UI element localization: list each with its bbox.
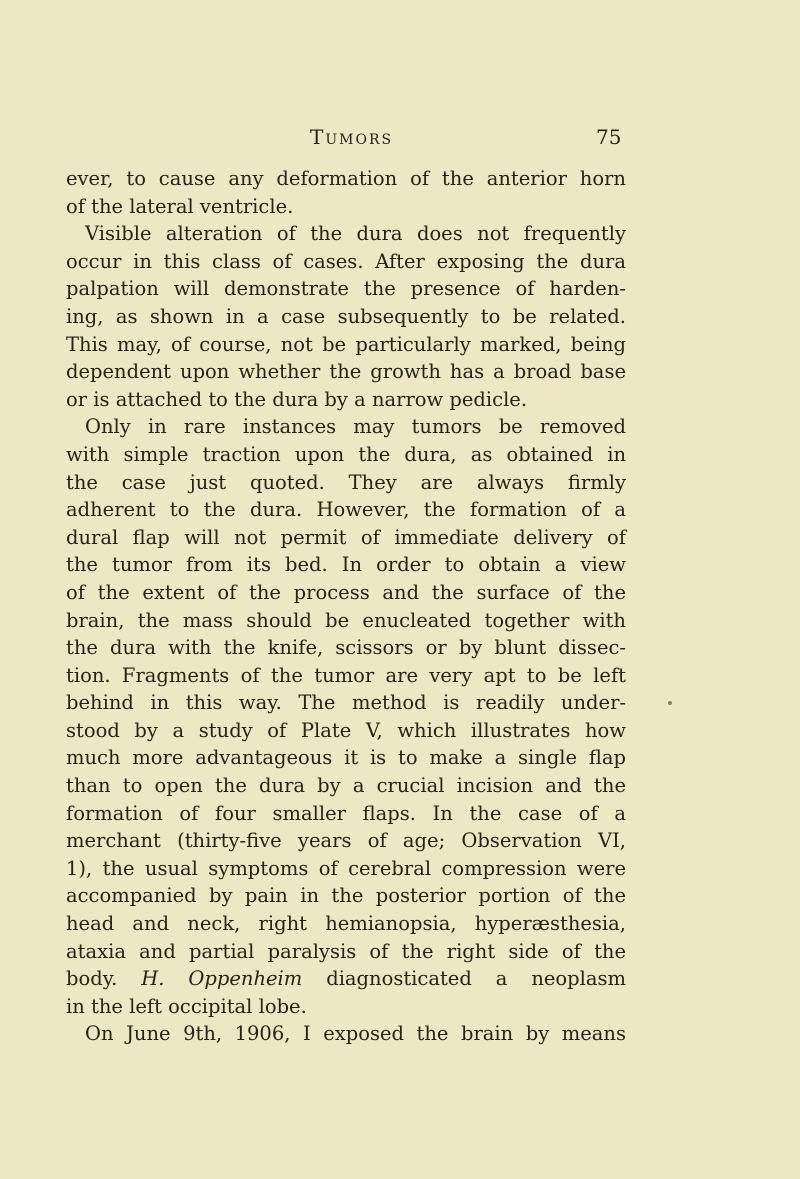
text-line: 1), the usual symptoms of cerebral compression were xyxy=(66,856,626,880)
text-line: adherent to the dura. However, the formation of a xyxy=(66,498,626,522)
line-text-before: body. xyxy=(66,967,142,991)
text-line: dural flap will not permit of immediate delivery of xyxy=(66,525,626,549)
text-line: with simple traction upon the dura, as obtained in xyxy=(66,442,626,466)
text-line: or is attached to the dura by a narrow pedicle. xyxy=(66,387,528,411)
text-line: of the extent of the process and the surface of the xyxy=(66,580,626,604)
text-line: This may, of course, not be particularly marked, being xyxy=(66,332,626,356)
text-line: than to open the dura by a crucial incision and the xyxy=(66,774,626,798)
text-line-with-citation xyxy=(66,965,626,993)
text-line: the case just quoted. They are always firmly xyxy=(66,470,626,494)
text-line: stood by a study of Plate V, which illustrates how xyxy=(66,718,626,742)
text-line: dependent upon whether the growth has a broad base xyxy=(66,360,626,384)
text-line: ing, as shown in a case subsequently to be related. xyxy=(66,304,626,328)
text-line: of the lateral ventricle. xyxy=(66,194,294,218)
text-line: occur in this class of cases. After exposing the dura xyxy=(66,249,626,273)
text-line: ataxia and partial paralysis of the right side of the xyxy=(66,939,626,963)
line-text-after: diagnosticated a neoplasm xyxy=(302,967,626,991)
text-line: the dura with the knife, scissors or by blunt dissec- xyxy=(66,636,626,660)
text-line: behind in this way. The method is readily under- xyxy=(66,691,626,715)
text-line: tion. Fragments of the tumor are very apt to be left xyxy=(66,663,626,687)
text-line: palpation will demonstrate the presence of harden- xyxy=(66,277,626,301)
text-line: head and neck, right hemianopsia, hyperæsthesia, xyxy=(66,912,626,936)
text-line: the tumor from its bed. In order to obtain a view xyxy=(66,553,626,577)
text-line: accompanied by pain in the posterior portion of the xyxy=(66,884,626,908)
text-line: much more advantageous it is to make a single flap xyxy=(66,746,626,770)
running-head: Tumors xyxy=(310,125,394,149)
paper-speck xyxy=(668,701,672,705)
text-line: Only in rare instances may tumors be removed xyxy=(85,415,626,439)
text-line: On June 9th, 1906, I exposed the brain by means xyxy=(85,1022,626,1046)
cited-author: H. Oppenheim xyxy=(141,967,303,991)
body-text xyxy=(66,165,626,1048)
text-line: merchant (thirty-five years of age; Observation VI, xyxy=(66,829,626,853)
page-number: 75 xyxy=(596,125,622,149)
text-line: brain, the mass should be enucleated together with xyxy=(66,608,626,632)
text-line: in the left occipital lobe. xyxy=(66,994,307,1018)
text-line: ever, to cause any deformation of the anterior horn xyxy=(66,167,626,190)
text-line: Visible alteration of the dura does not frequently xyxy=(85,222,626,246)
text-line: formation of four smaller flaps. In the case of a xyxy=(66,801,626,825)
page-header xyxy=(0,125,800,155)
